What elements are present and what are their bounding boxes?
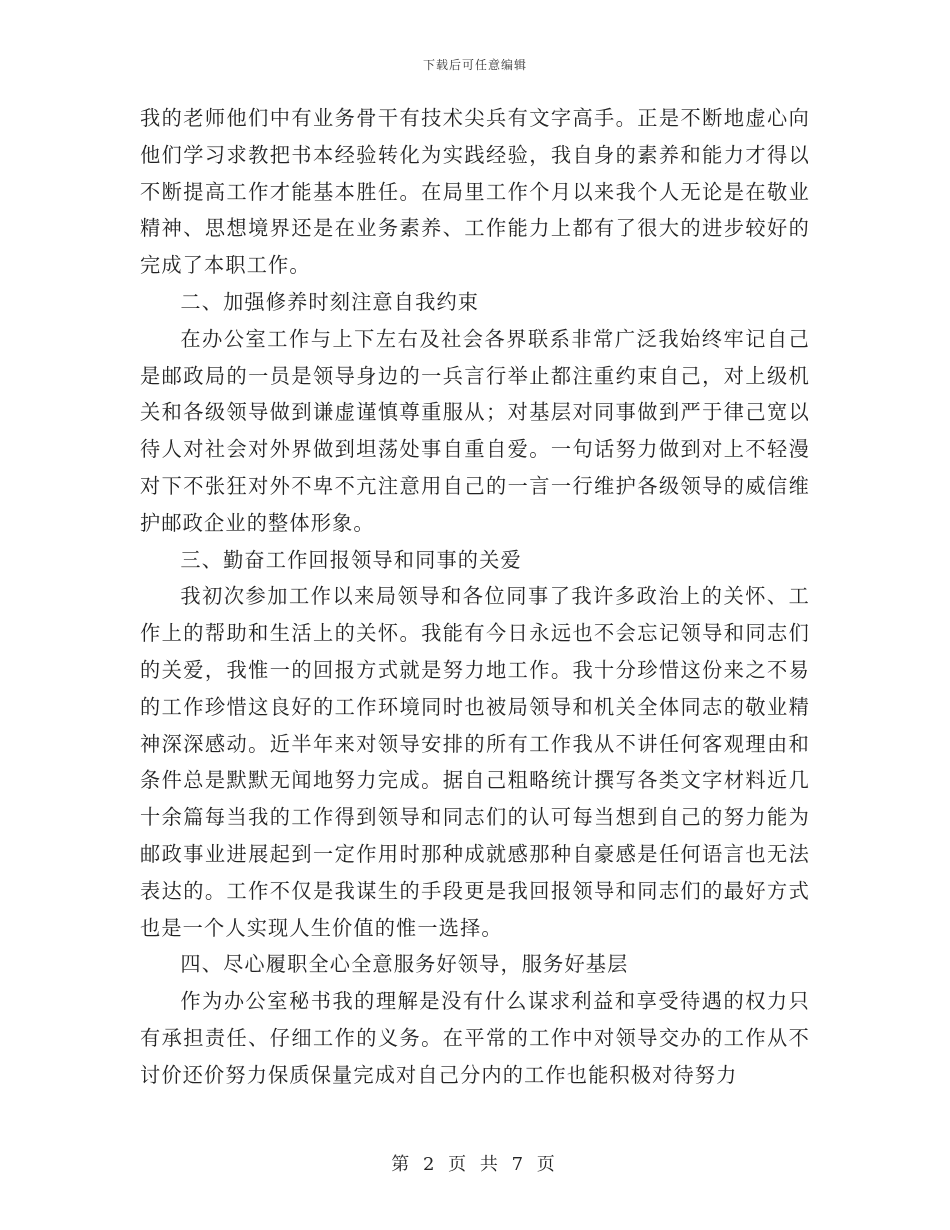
section-heading-2: 二、加强修养时刻注意自我约束 — [180, 289, 480, 314]
page-footer: 第 2 页 共 7 页 — [391, 1154, 559, 1175]
document-body — [140, 100, 810, 1094]
paragraph: 在办公室工作与上下左右及社会各界联系非常广泛我始终牢记自己是邮政局的一员是领导身边的一兵言行举止都注重约束自己，对上级机关和各级领导做到谦虚谨慎尊重服从；对基层对同事做到严于律己宽以待人对社会对外界做到坦荡处事自重自爱。一句话努力做到对上不轻漫对下不张狂对外不卑不亢注意用自己的一言一行维护各级领导的威信维护邮政企业的整体形象。 — [140, 326, 810, 535]
paragraph-continuation: 我的老师他们中有业务骨干有技术尖兵有文字高手。正是不断地虚心向他们学习求教把书本经验转化为实践经验，我自身的素养和能力才得以不断提高工作才能基本胜任。在局里工作个月以来我个人无论是在敬业精神、思想境界还是在业务素养、工作能力上都有了很大的进步较好的完成了本职工作。 — [140, 106, 810, 278]
paragraph: 作为办公室秘书我的理解是没有什么谋求利益和享受待遇的权力只有承担责任、仔细工作的义务。在平常的工作中对领导交办的工作从不讨价还价努力保质保量完成对自己分内的工作也能积极对待努力 — [140, 989, 810, 1087]
page-header: 下载后可任意编辑 — [422, 58, 527, 72]
section-heading-4: 四、尽心履职全心全意服务好领导，服务好基层 — [180, 952, 629, 977]
section-heading-3: 三、勤奋工作回报领导和同事的关爱 — [180, 547, 522, 572]
paragraph: 我初次参加工作以来局领导和各位同事了我许多政治上的关怀、工作上的帮助和生活上的关怀。我能有今日永远也不会忘记领导和同志们的关爱，我惟一的回报方式就是努力地工作。我十分珍惜这份来之不易的工作珍惜这良好的工作环境同时也被局领导和机关全体同志的敬业精神深深感动。近半年来对领导安排的所有工作我从不讲任何客观理由和条件总是默默无闻地努力完成。据自己粗略统计撰写各类文字材料近几十余篇每当我的工作得到领导和同志们的认可每当想到自己的努力能为邮政事业进展起到一定作用时那种成就感那种自豪感是任何语言也无法表达的。工作不仅是我谋生的手段更是我回报领导和同志们的最好方式也是一个人实现人生价值的惟一选择。 — [140, 584, 810, 940]
